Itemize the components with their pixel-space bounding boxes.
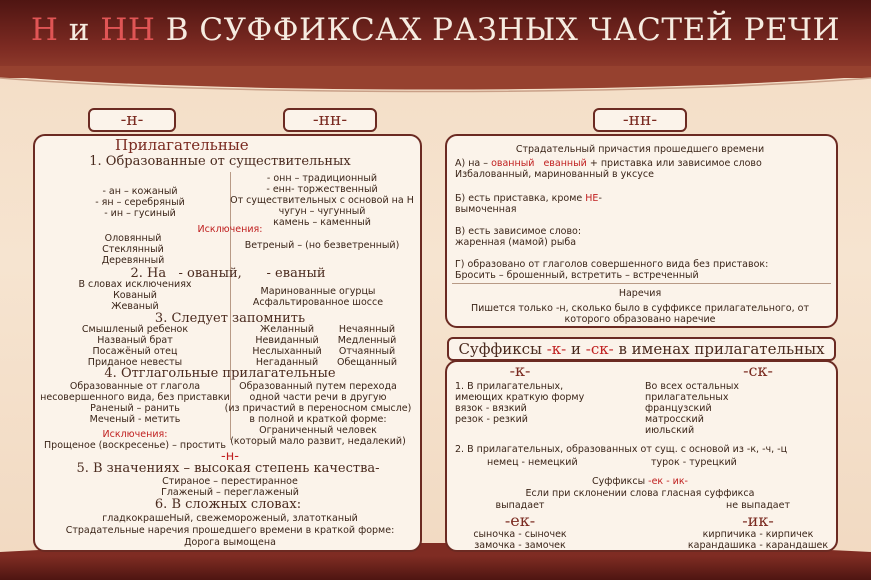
rule-v-line: В) есть зависимое слово: [455, 226, 582, 237]
s3-nn-col1: Невиданный [255, 335, 319, 346]
s3-n-line: Смышленый ребенок [81, 324, 189, 335]
tab-nn-right: -нн- [593, 108, 687, 132]
s4-nn-line: Образованный путем перехода [239, 381, 397, 392]
sk-rule-line: матросский [645, 414, 704, 425]
tab-n: -н- [88, 108, 176, 132]
sk-rule-line: Во всех остальных [645, 381, 740, 392]
page-title: Н и НН В СУФФИКСАХ РАЗНЫХ ЧАСТЕЙ РЕЧИ [30, 12, 841, 48]
rule-g-example: Бросить – брошенный, встретить – встреченный [455, 270, 699, 281]
column-k-header: -к- [509, 361, 531, 380]
rule-g-line: Г) образовано от глаголов совершенного вида без приставок: [455, 259, 769, 270]
section-4-title: 4. Отглагольные прилагательные [104, 366, 336, 381]
s3-nn-col2: Обещанный [336, 357, 398, 368]
s6-line: Дорога вымощена [184, 537, 276, 548]
s6-line: Страдательные наречия прошедшего времени в краткой форме: [65, 525, 395, 536]
s4-n-line: Меченый - метить [89, 414, 181, 425]
left-column-divider [230, 172, 231, 440]
ik-example: карандашика - карандашек [687, 540, 829, 551]
s1-n-line: - ан – кожаный [102, 186, 178, 197]
section-2-title: 2. На - ованый, - еваный [130, 266, 326, 281]
k-example: немец - немецкий [487, 457, 578, 468]
section-3-title: 3. Следует запомнить [154, 311, 306, 326]
sk-rule-line: прилагательных [645, 392, 729, 403]
ek-label: -ек- [504, 511, 536, 530]
section-1-title: 1. Образованные от существительных [89, 154, 351, 169]
sk-example: турок - турецкий [651, 457, 737, 468]
s1-n-exception: Деревянный [101, 255, 165, 266]
column-sk-header: -ск- [743, 361, 773, 380]
drops-label: выпадает [495, 500, 545, 511]
s2-n-line: Кованый [113, 290, 157, 301]
tab-nn-left: -нн- [283, 108, 377, 132]
s4-n-line: Образованные от глагола [69, 381, 201, 392]
s1-n-line: - ин – гусиный [104, 208, 176, 219]
rule-b-line: Б) есть приставка, кроме НЕ- [455, 193, 602, 204]
k-rule-line: вязок - вязкий [455, 403, 527, 414]
s3-n-line: Названый брат [97, 335, 173, 346]
s4-nn-line: одной части речи в другую [249, 392, 387, 403]
s4-nn-line: в полной и краткой форме: [249, 414, 387, 425]
s1-n-exception: Стеклянный [102, 244, 164, 255]
s3-nn-col2: Медленный [337, 335, 397, 346]
ik-example: кирпичика - кирпичек [702, 529, 814, 540]
s3-nn-col1: Желанный [259, 324, 315, 335]
s1-nn-line: - енн- торжественный [266, 184, 378, 195]
s1-exceptions-label: Исключения: [197, 224, 263, 235]
rule-a-line: А) на – ованный еванный + приставка или зависимое слово [455, 158, 762, 169]
s1-n-exception: Оловянный [104, 233, 162, 244]
row-2-rule: 2. В прилагательных, образованных от сущ. с основой из -к, -ч, -ц [455, 444, 788, 455]
s4-n-line: несовершенного вида, без приставки [40, 392, 230, 403]
stays-label: не выпадает [726, 500, 790, 511]
s3-nn-col1: Неслыханный [252, 346, 322, 357]
s4-exceptions-label: Исключения: [102, 429, 168, 440]
ek-example: замочка - замочек [474, 540, 566, 551]
s1-nn-line: чугун – чугунный [278, 206, 366, 217]
adjectives-heading: Прилагательные [115, 136, 249, 154]
suffixes-tab: Суффиксы -к- и -ск- в именах прилагательных [447, 337, 836, 361]
s2-n-line: В словах исключениях [78, 279, 192, 290]
s1-nn-line: камень – каменный [273, 217, 371, 228]
k-rule-line: имеющих краткую форму [455, 392, 585, 403]
adverb-label: Наречия [618, 288, 662, 299]
sk-rule-line: июльский [645, 425, 695, 436]
s2-nn-line: Асфальтированное шоссе [252, 297, 384, 308]
s5-line: Стираное – перестиранное [162, 476, 298, 487]
ek-example: сыночка - сыночек [473, 529, 567, 540]
s1-nn-line: От существительных с основой на Н [230, 195, 414, 206]
s1-nn-line: - онн – традиционный [266, 173, 378, 184]
rule-b-example: вымоченная [455, 204, 517, 215]
s4-nn-line: (из причастий в переносном смысле) [224, 403, 412, 414]
s3-n-line: Приданое невесты [87, 357, 183, 368]
section-5-title: 5. В значениях – высокая степень качества- [76, 461, 380, 476]
s3-n-line: Посажёный отец [92, 346, 178, 357]
s4-n-line: Раненый – ранить [90, 403, 180, 414]
s3-nn-col2: Нечаянный [338, 324, 396, 335]
s5-line: Глаженый – переглаженый [161, 487, 299, 498]
s4-nn-line: Ограниченный человек [259, 425, 377, 436]
participles-heading: Страдательный причастия прошедшего времени [515, 144, 765, 155]
rule-a-example: Избалованный, маринованный в уксусе [455, 169, 654, 180]
sk-rule-line: французский [645, 403, 712, 414]
s2-n-line: Жеваный [111, 301, 159, 312]
ik-label: -ик- [742, 511, 774, 530]
ek-ik-heading: Суффиксы -ек - ик- [592, 476, 688, 487]
header-swoop [0, 66, 871, 96]
adverb-rule: которого образовано наречие [564, 314, 716, 325]
s2-nn-line: Маринованные огурцы [260, 286, 376, 297]
k-rule-line: 1. В прилагательных, [455, 381, 564, 392]
s1-n-line: - ян – серебряный [95, 197, 185, 208]
n-marker: -н- [221, 449, 239, 464]
adverb-rule: Пишется только -н, сколько было в суффиксе прилагательного, от [471, 303, 809, 314]
s4-n-exception: Прощеное (воскресенье) – простить [44, 440, 226, 451]
s3-nn-col2: Отчаянный [338, 346, 396, 357]
k-rule-line: резок - резкий [455, 414, 528, 425]
footer-band [0, 556, 871, 580]
s6-line: гладкокрашеНый, свежемороженый, златотканый [102, 513, 358, 524]
section-6-title: 6. В сложных словах: [154, 497, 302, 512]
s4-nn-line: (который мало развит, недалекий) [230, 436, 406, 447]
adverb-divider [452, 283, 831, 284]
rule-v-example: жаренная (мамой) рыба [455, 237, 577, 248]
ek-ik-rule: Если при склонении слова гласная суффикса [525, 488, 755, 499]
s3-nn-col1: Негаданный [255, 357, 319, 368]
s1-nn-exception: Ветреный – (но безветренный) [244, 240, 400, 251]
